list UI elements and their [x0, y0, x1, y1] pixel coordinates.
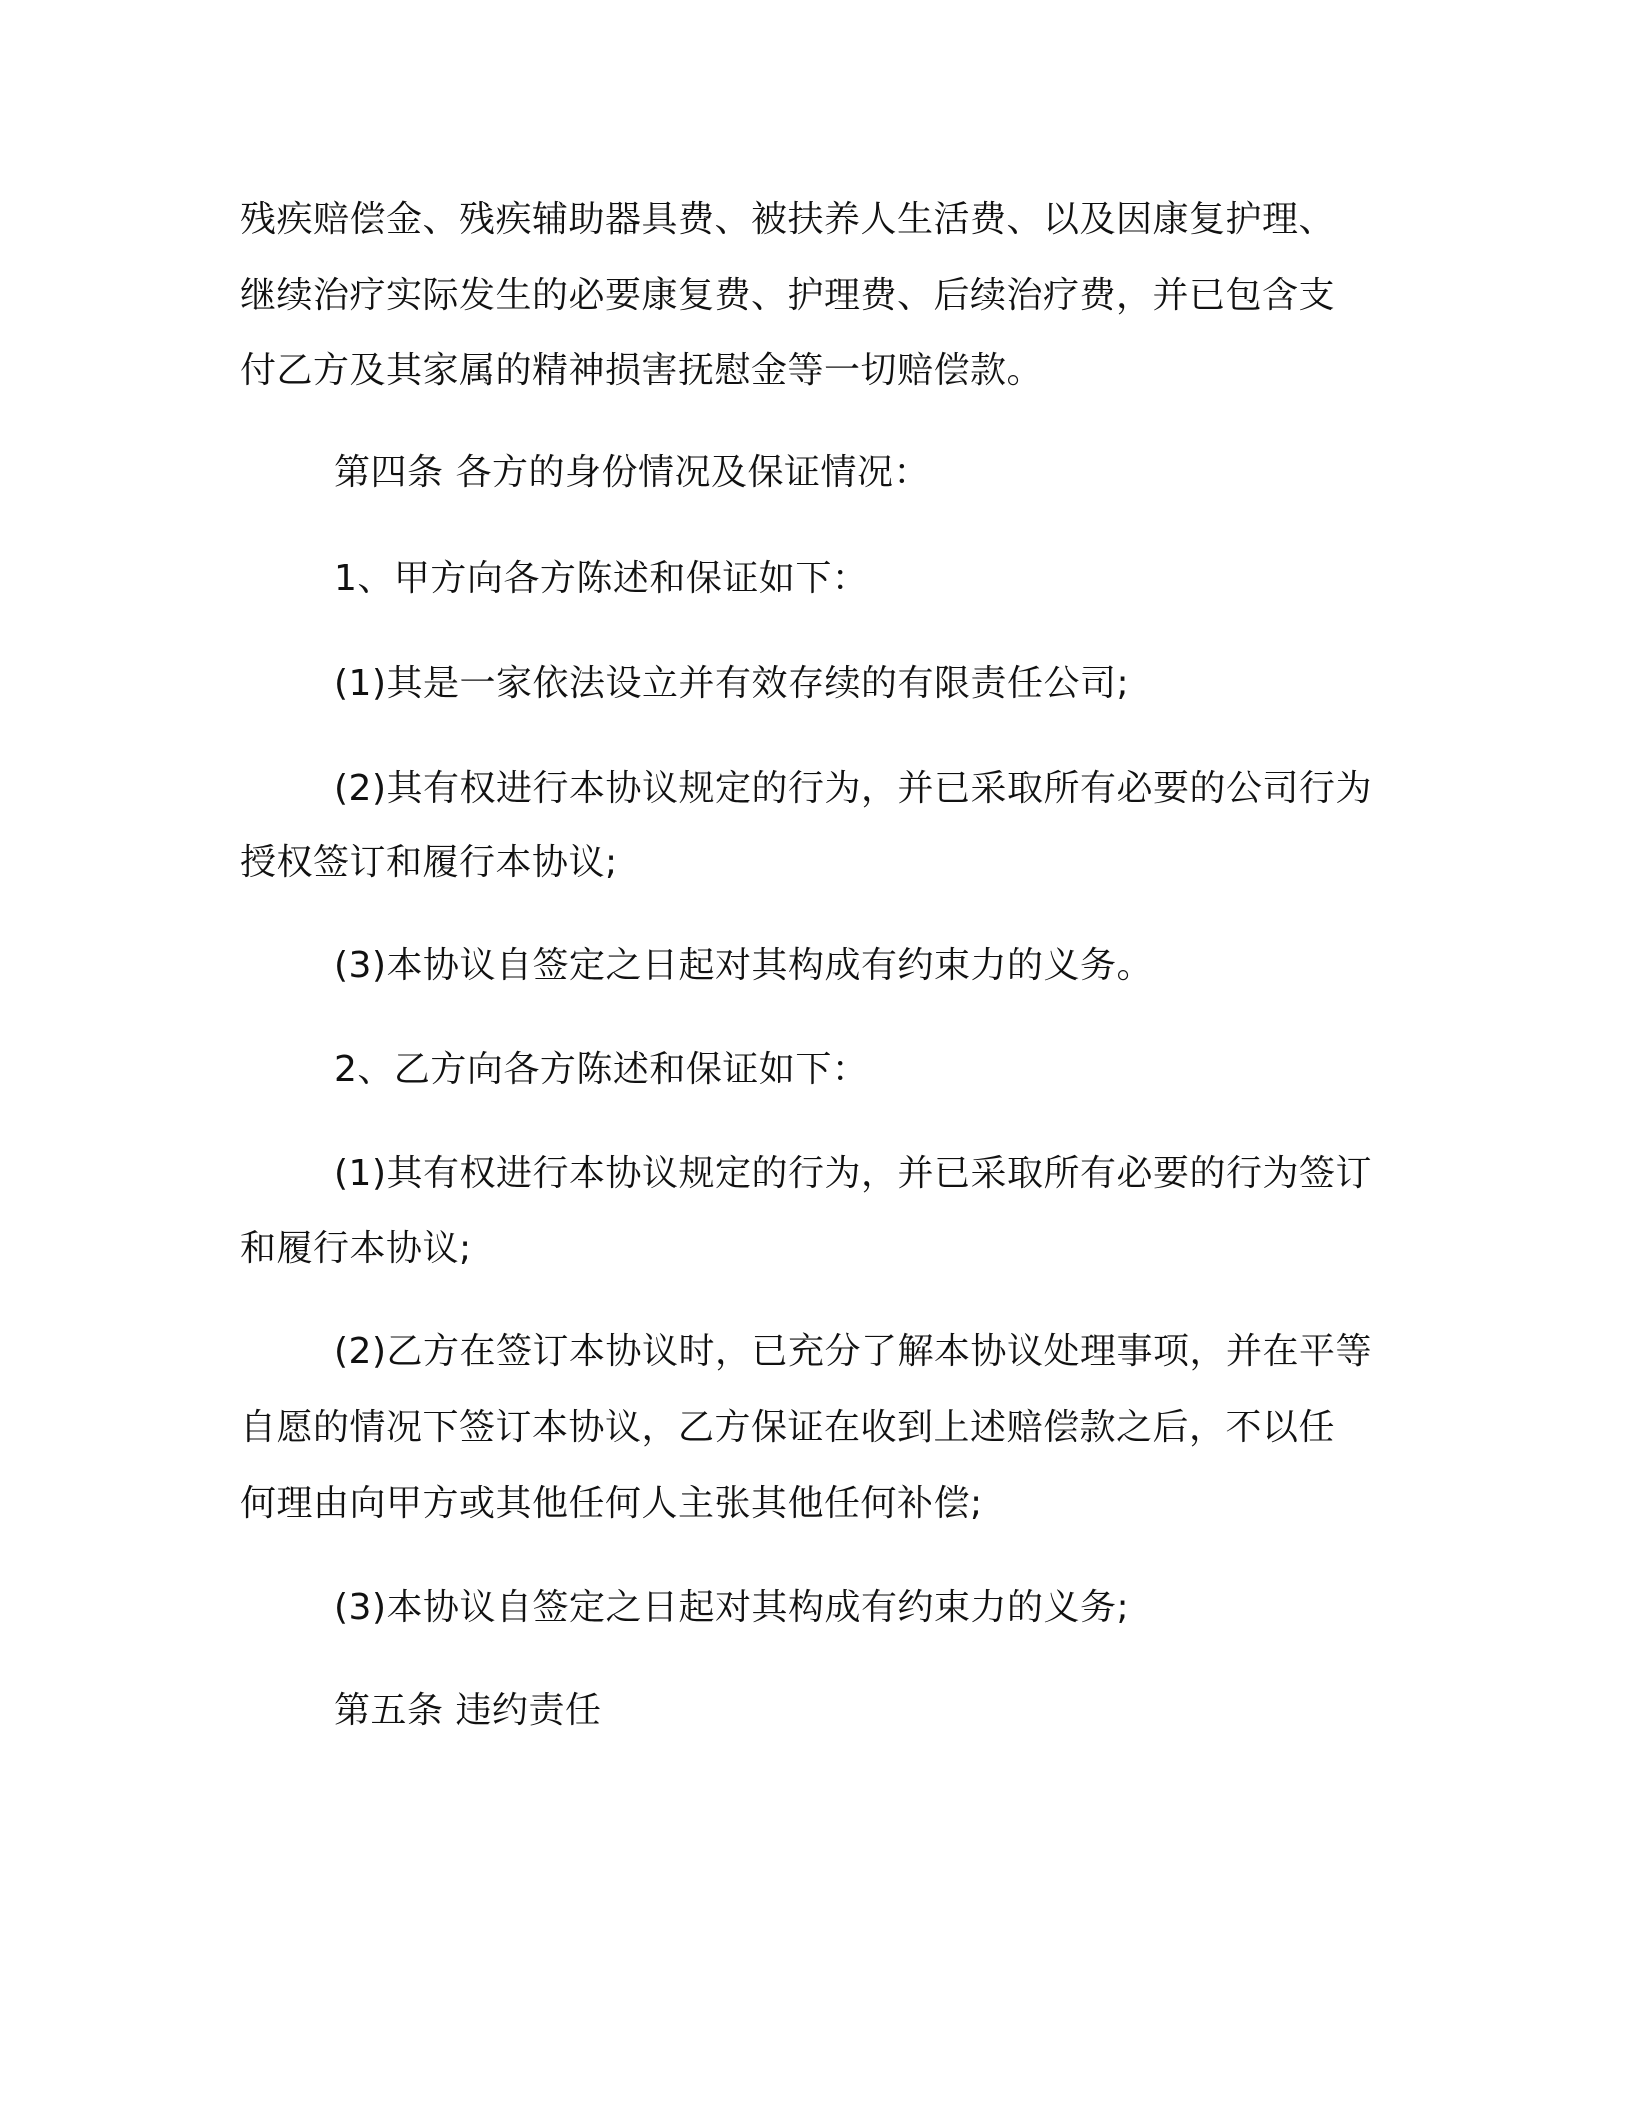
text-line: 自愿的情况下签订本协议，乙方保证在收到上述赔偿款之后，不以任 — [240, 1407, 1336, 1448]
text-line: (1)其是一家依法设立并有效存续的有限责任公司; — [334, 663, 1130, 704]
text-line: 和履行本协议; — [240, 1228, 472, 1269]
article-heading: 第五条 违约责任 — [334, 1690, 602, 1731]
article-heading: 第四条 各方的身份情况及保证情况： — [334, 452, 930, 493]
text-line: (2)其有权进行本协议规定的行为，并已采取所有必要的公司行为 — [334, 768, 1372, 809]
text-line: 授权签订和履行本协议; — [240, 842, 618, 883]
text-line: 何理由向甲方或其他任何人主张其他任何补偿; — [240, 1483, 983, 1524]
text-line: 付乙方及其家属的精神损害抚慰金等一切赔偿款。 — [240, 350, 1044, 391]
text-line: (3)本协议自签定之日起对其构成有约束力的义务; — [334, 1587, 1130, 1628]
text-line: (3)本协议自签定之日起对其构成有约束力的义务。 — [334, 945, 1153, 986]
text-line: (1)其有权进行本协议规定的行为，并已采取所有必要的行为签订 — [334, 1153, 1372, 1194]
text-line: 残疾赔偿金、残疾辅助器具费、被扶养人生活费、以及因康复护理、 — [240, 199, 1336, 240]
text-line: 2、乙方向各方陈述和保证如下： — [334, 1049, 869, 1090]
text-line: 1、甲方向各方陈述和保证如下： — [334, 558, 869, 599]
text-line: (2)乙方在签订本协议时，已充分了解本协议处理事项，并在平等 — [334, 1331, 1372, 1372]
text-line: 继续治疗实际发生的必要康复费、护理费、后续治疗费，并已包含支 — [240, 275, 1336, 316]
